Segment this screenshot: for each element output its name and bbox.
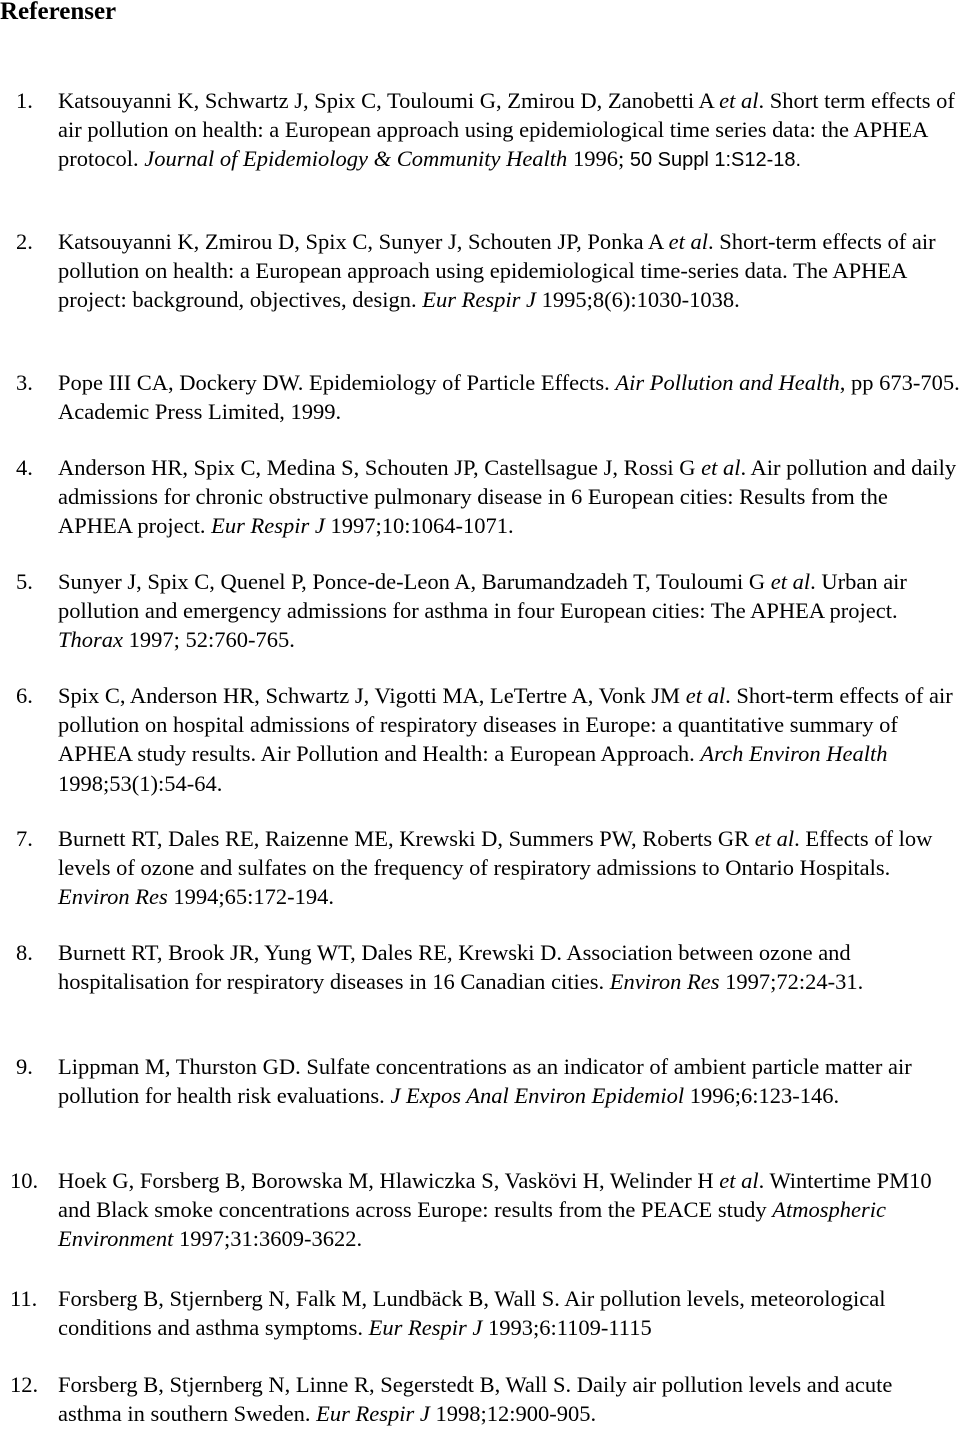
reference-text (58, 1370, 960, 1428)
reference-journal: Thorax (58, 627, 124, 653)
reference-item (0, 1284, 960, 1342)
reference-text (58, 86, 960, 176)
reference-text-part: et al (770, 569, 811, 594)
reference-text-part: 1996; (567, 146, 630, 172)
reference-journal: Eur Respir J (211, 513, 325, 539)
reference-item (0, 368, 960, 426)
reference-journal: Journal of Epidemiology & Community Health (144, 146, 568, 172)
reference-text-part: . Short-term effects of air pollution on hospital admissions of respiratory diseases in Europe: a quantitative summary of APHEA study results. Air Pollution and Health: a European Approach. (58, 683, 953, 767)
reference-item (0, 86, 960, 176)
reference-journal: J Expos Anal Environ Epidemiol (390, 1083, 685, 1109)
reference-text-part: Pope III CA, Dockery DW. Epidemiology of Particle Effects. (58, 370, 616, 395)
reference-text-part: 1994;65:172-194. (167, 884, 335, 910)
reference-journal: Eur Respir J (422, 287, 537, 313)
reference-text-part: 50 Suppl 1:S12-18. (629, 149, 802, 172)
reference-text (58, 1166, 960, 1254)
reference-number: 10. (10, 1168, 39, 1193)
reference-journal: Environ Res (58, 884, 168, 910)
reference-number: 2. (16, 229, 33, 254)
reference-text-part: Anderson HR, Spix C, Medina S, Schouten JP, Castellsague J, Rossi G (58, 455, 702, 480)
reference-text-part: 1995;8(6):1030-1038. (536, 287, 740, 313)
reference-text-part: Spix C, Anderson HR, Schwartz J, Vigotti MA, LeTertre A, Vonk JM (58, 683, 686, 708)
reference-item (0, 1370, 960, 1428)
reference-text-part: . Urban air pollution and emergency admissions for asthma in four European cities: The APHEA project. (58, 569, 907, 624)
reference-text-part: . Short-term effects of air pollution on health: a European approach using epidemiological time-series data. The APHEA project: background, objectives, design. (58, 229, 936, 313)
reference-text (58, 453, 960, 541)
reference-number: 6. (16, 683, 33, 708)
reference-text-part: Katsouyanni K, Schwartz J, Spix C, Touloumi G, Zmirou D, Zanobetti A (58, 88, 720, 113)
reference-journal: Air Pollution and Health (615, 370, 840, 395)
reference-text (58, 368, 960, 426)
reference-text-part: Lippman M, Thurston GD. Sulfate concentrations as an indicator of ambient particle matter air pollution for health risk evaluations. (58, 1054, 912, 1109)
reference-text-part: . Wintertime PM10 and Black smoke concentrations across Europe: results from the PEACE study (58, 1168, 932, 1223)
reference-text-part: Hoek G, Forsberg B, Borowska M, Hlawiczka S, Vaskövi H, Welinder H (58, 1168, 720, 1193)
reference-number: 8. (16, 940, 33, 965)
reference-text (58, 938, 960, 996)
reference-number: 12. (10, 1372, 39, 1397)
reference-number: 4. (16, 455, 33, 480)
reference-text-part: . Short term effects of air pollution on health: a European approach using epidemiological time series data: the APHEA protocol. (58, 88, 955, 172)
reference-text (58, 1052, 960, 1110)
reference-item (0, 453, 960, 541)
reference-text-part: et al (719, 1168, 759, 1193)
reference-text-part: , pp 673-705. Academic Press Limited, 1999. (58, 370, 960, 425)
reference-text-part: Burnett RT, Dales RE, Raizenne ME, Krewski D, Summers PW, Roberts GR (58, 826, 755, 851)
reference-text-part: 1997;72:24-31. (719, 969, 864, 995)
reference-text-part: . Air pollution and daily admissions for chronic obstructive pulmonary disease in 6 European cities: Results from the APHEA project. (58, 455, 957, 539)
reference-number: 3. (16, 370, 33, 395)
reference-text (58, 227, 960, 315)
reference-journal: Atmospheric Environment (58, 1197, 886, 1252)
reference-item (0, 824, 960, 912)
reference-text (58, 681, 960, 798)
reference-number: 9. (16, 1054, 33, 1079)
reference-text-part: 1993;6:1109-1115 (482, 1315, 652, 1341)
reference-item (0, 1166, 960, 1254)
reference-text-part: et al (754, 826, 795, 851)
reference-number: 7. (16, 826, 33, 851)
reference-text-part: Katsouyanni K, Zmirou D, Spix C, Sunyer J, Schouten JP, Ponka A (58, 229, 669, 254)
reference-text-part: . Effects of low levels of ozone and sulfates on the frequency of respiratory admissions to Ontario Hospitals. (58, 826, 933, 881)
reference-text-part: et al (719, 88, 759, 113)
reference-text-part: 1998;12:900-905. (429, 1401, 597, 1427)
reference-text-part: et al (685, 683, 726, 708)
reference-text-part: Forsberg B, Stjernberg N, Falk M, Lundbäck B, Wall S. Air pollution levels, meteorological conditions and asthma symptoms. (58, 1286, 886, 1341)
reference-journal: Eur Respir J (316, 1401, 430, 1427)
reference-text-part: 1997;31:3609-3622. (173, 1226, 363, 1252)
page-title: Referenser (0, 0, 117, 25)
reference-journal: Environ Res (609, 969, 720, 995)
reference-text-part: 1997;10:1064-1071. (324, 513, 514, 539)
reference-text-part: 1996;6:123-146. (684, 1083, 840, 1109)
reference-number: 5. (16, 569, 33, 594)
reference-item (0, 1052, 960, 1110)
reference-item (0, 227, 960, 315)
reference-text (58, 1284, 960, 1342)
reference-text (58, 824, 960, 912)
reference-text (58, 567, 960, 655)
reference-journal: Arch Environ Health (700, 741, 888, 767)
reference-item (0, 681, 960, 798)
reference-text-part: Sunyer J, Spix C, Quenel P, Ponce-de-Leon A, Barumandzadeh T, Touloumi G (58, 569, 771, 594)
reference-journal: Eur Respir J (368, 1315, 483, 1341)
reference-text-part: Forsberg B, Stjernberg N, Linne R, Segerstedt B, Wall S. Daily air pollution levels and acute asthma in southern Sweden. (58, 1372, 893, 1427)
reference-number: 1. (16, 88, 33, 113)
reference-number: 11. (10, 1286, 38, 1311)
reference-text-part: 1998;53(1):54-64. (58, 770, 223, 796)
reference-item (0, 567, 960, 655)
reference-item (0, 938, 960, 996)
reference-text-part: et al (701, 455, 741, 480)
reference-text-part: Burnett RT, Brook JR, Yung WT, Dales RE, Krewski D. Association between ozone and hospitalisation for respiratory diseases in 16 Canadian cities. (58, 940, 851, 995)
reference-text-part: 1997; 52:760-765. (123, 627, 295, 653)
reference-text-part: et al (668, 229, 709, 254)
